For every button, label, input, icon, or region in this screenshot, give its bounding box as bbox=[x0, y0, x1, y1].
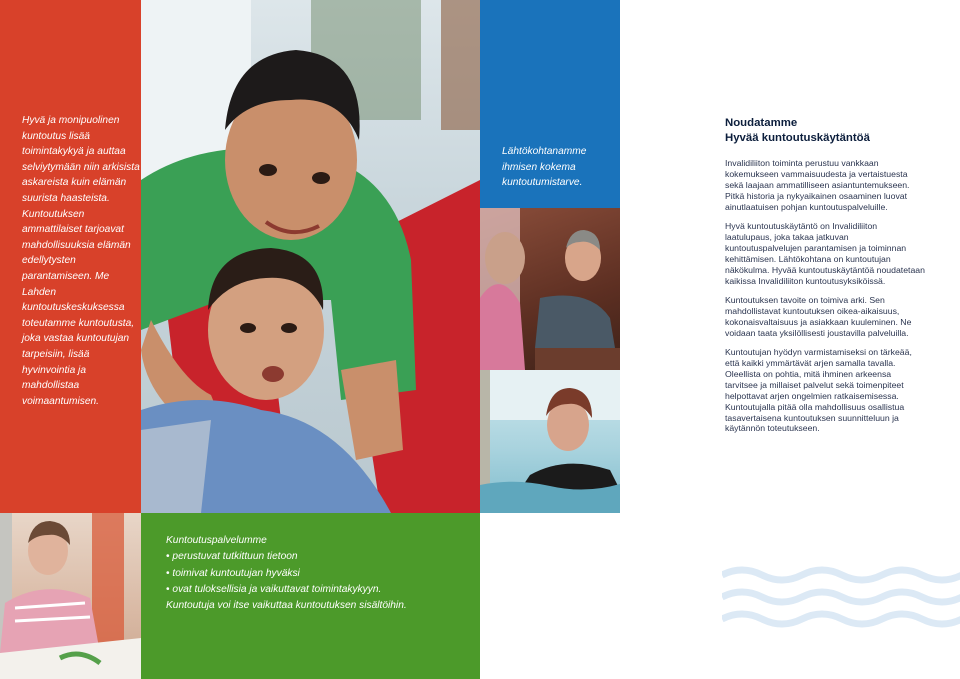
body-paragraph: Kuntoutujan hyödyn varmistamiseksi on tärkeää, että kaikki ymmärtävät arjen samalla tavalla. Oleellista on pohtia, mitä ihminen arkeensa tarvitsee ja millaiset palvelut sekä toimenpiteet helpottavat arjen ongelmien ratkaisemisessa. Kuntoutujalla pitää olla mahdollisuus osallistua tasavertaisena kuntoutuksen suunnitteluun ja käytännön toteutukseen. bbox=[725, 347, 912, 434]
services-list-item: • perustuvat tutkittuun tietoon bbox=[166, 549, 476, 565]
services-intro: Kuntoutuspalvelumme bbox=[166, 535, 267, 546]
services-list bbox=[166, 549, 476, 598]
practice-text-column bbox=[725, 116, 925, 443]
wave-decoration bbox=[722, 563, 960, 638]
quote-text: Lähtökohtanamme ihmisen kokema kuntoutumistarve. bbox=[502, 146, 587, 189]
services-text bbox=[166, 533, 476, 614]
services-list-item: • ovat tuloksellisia ja vaikuttavat toimintakykyyn. bbox=[166, 582, 476, 598]
woman-illustration bbox=[0, 513, 141, 679]
services-green-panel bbox=[141, 513, 480, 679]
quote-blue-panel bbox=[480, 0, 620, 208]
body-paragraph: Kuntoutuksen tavoite on toimiva arki. Sen mahdollistavat kuntoutuksen oikea-aikaisuus, kokonaisvaltaisuus ja asiakkaan kuuleminen. Ne voidaan taata yksilöllisesti joustavilla palveluilla. bbox=[725, 294, 912, 338]
man-illustration bbox=[480, 208, 620, 370]
photo-smiling-man bbox=[480, 208, 620, 370]
section-heading-line2: Hyvää kuntoutuskäytäntöä bbox=[725, 131, 870, 144]
intro-text: Hyvä ja monipuolinen kuntoutus lisää toimintakykyä ja auttaa selviytymään niin arkisista askareista kuin elämän suurista haasteista. Kuntoutuksen ammattilaiset tarjoavat mahdollisuuksia elämän edellytysten parantamiseen. Me Lahden kuntoutuskeskuksessa toteutamme kuntoutusta, joka vastaa kuntoutujan tarpeisiin, lisää hyvinvointia ja mahdollistaa voimaantumisen. bbox=[22, 115, 140, 407]
section-heading bbox=[725, 116, 925, 145]
services-outro: Kuntoutuja voi itse vaikuttaa kuntoutuksen sisältöihin. bbox=[166, 600, 407, 612]
boys-illustration bbox=[141, 0, 480, 513]
intro-red-panel bbox=[0, 0, 141, 513]
photo-laughing-woman bbox=[0, 513, 141, 679]
body-paragraph: Hyvä kuntoutuskäytäntö on Invalidiliiton laatulupaus, joka takaa jatkuvan kuntoutuspalvelujen parantamisen ja toiminnan kehittämisen. Lähtökohtana on kuntoutujan näkökulma. Hyvää kuntoutuskäytäntöä noudatetaan kaikissa Invalidiliiton kuntoutusyksiköissä. bbox=[725, 221, 925, 286]
body-paragraph: Invalidiliiton toiminta perustuu vankkaan kokemukseen vammaisuudesta ja vertaistuesta sekä laajaan ammatilliseen asiantuntemukseen. Pitkä historia ja nykyaikainen osaaminen luovat ainutlaatuisen pohjan kuntoutuspalveluille. bbox=[725, 158, 910, 212]
section-heading-line1: Noudatamme bbox=[725, 117, 798, 129]
photo-woman-in-pool bbox=[480, 370, 620, 513]
pool-illustration bbox=[480, 370, 620, 513]
services-list-item: • toimivat kuntoutujan hyväksi bbox=[166, 566, 476, 582]
photo-two-boys bbox=[141, 0, 480, 513]
